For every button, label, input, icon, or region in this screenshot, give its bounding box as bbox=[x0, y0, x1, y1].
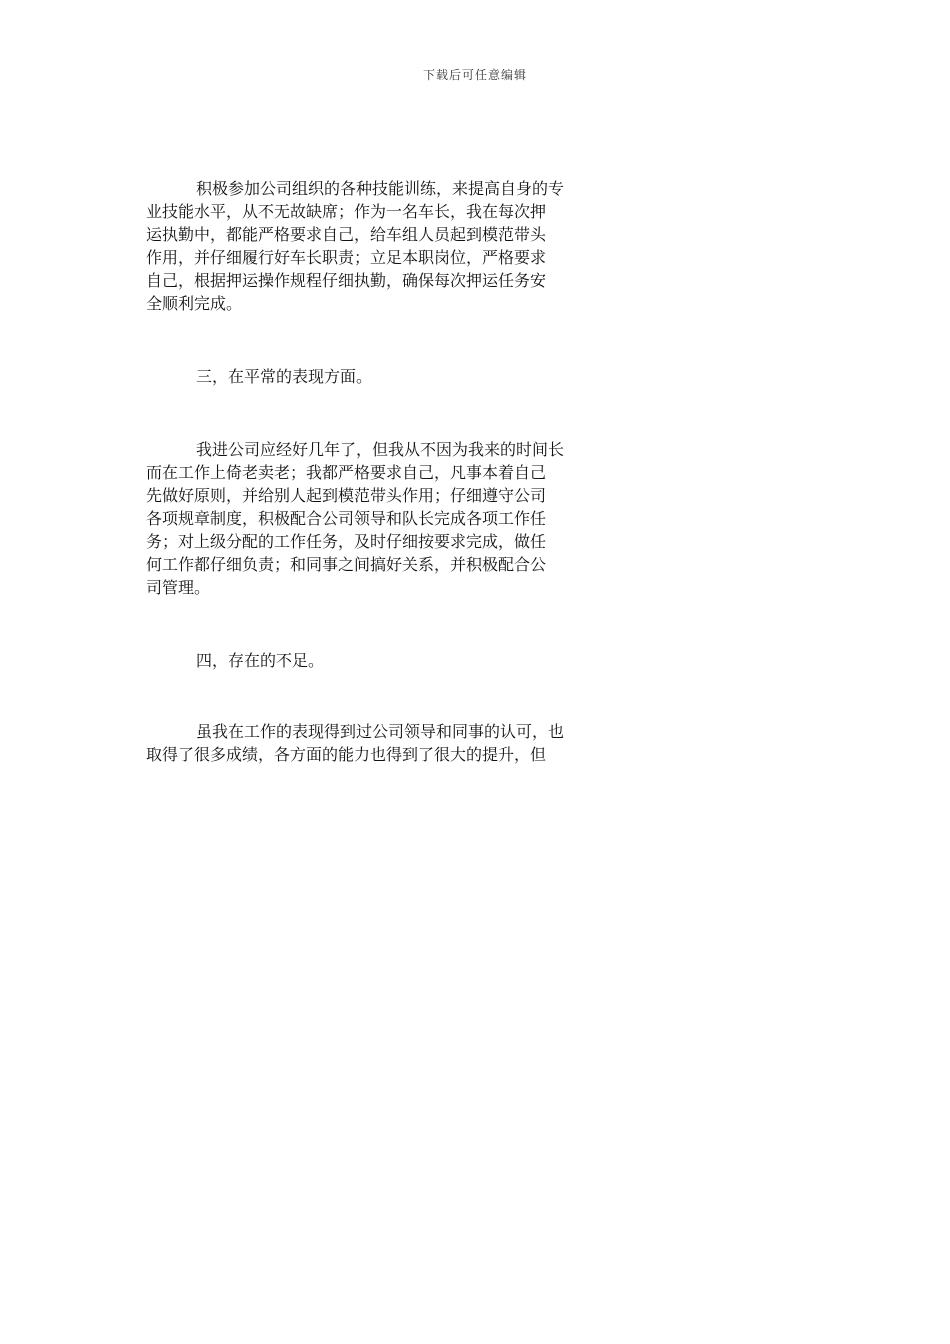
page-header: 下载后可任意编辑 bbox=[422, 68, 527, 82]
section-heading-daily-performance bbox=[146, 364, 808, 387]
text-line: 司管理。 bbox=[146, 578, 211, 597]
text-line: 务；对上级分配的工作任务，及时仔细按要求完成，做任 bbox=[146, 532, 547, 551]
text-line: 我进公司应经好几年了，但我从不因为我来的时间长 bbox=[196, 440, 565, 459]
text-line: 积极参加公司组织的各种技能训练，来提高自身的专 bbox=[196, 179, 565, 198]
text-line: 先做好原则，并给别人起到模范带头作用；仔细遵守公司 bbox=[146, 486, 547, 505]
paragraph-skills-training bbox=[146, 176, 808, 314]
text-line: 运执勤中，都能严格要求自己，给车组人员起到模范带头 bbox=[146, 225, 547, 244]
paragraph-daily-performance bbox=[146, 437, 808, 598]
text-line: 而在工作上倚老卖老；我都严格要求自己，凡事本着自己 bbox=[146, 463, 547, 482]
text-line: 三，在平常的表现方面。 bbox=[196, 367, 373, 386]
paragraph-shortcomings bbox=[146, 719, 808, 765]
text-line: 取得了很多成绩，各方面的能力也得到了很大的提升，但 bbox=[146, 745, 547, 764]
paragraph-gap bbox=[146, 598, 808, 648]
text-line: 何工作都仔细负责；和同事之间搞好关系，并积极配合公 bbox=[146, 555, 547, 574]
section-heading-shortcomings bbox=[146, 648, 808, 671]
text-line: 四，存在的不足。 bbox=[196, 651, 325, 670]
paragraph-gap bbox=[146, 314, 808, 364]
text-line: 业技能水平，从不无故缺席；作为一名车长，我在每次押 bbox=[146, 202, 547, 221]
paragraph-gap bbox=[146, 387, 808, 437]
text-line: 自己，根据押运操作规程仔细执勤，确保每次押运任务安 bbox=[146, 271, 547, 290]
paragraph-gap bbox=[146, 671, 808, 719]
text-line: 虽我在工作的表现得到过公司领导和同事的认可，也 bbox=[196, 722, 565, 741]
text-line: 全顺利完成。 bbox=[146, 294, 243, 313]
document-body bbox=[146, 176, 808, 765]
text-line: 各项规章制度，积极配合公司领导和队长完成各项工作任 bbox=[146, 509, 547, 528]
text-line: 作用，并仔细履行好车长职责；立足本职岗位，严格要求 bbox=[146, 248, 547, 267]
